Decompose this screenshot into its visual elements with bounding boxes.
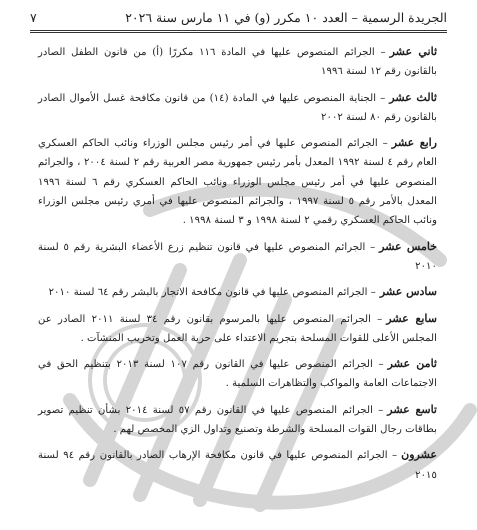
clause-text: – الجرائم المنصوص عليها بالمرسوم بقانون رقم ٣٤ لسنة ٢٠١١ الصادر عن المجلس الأعلى للقوات المسلحة بتجريم الاعتداء على حرية العمل وتخريب المنشآت . xyxy=(38,313,437,344)
clause-12 xyxy=(38,42,437,82)
clause-13 xyxy=(38,88,437,128)
clause-14 xyxy=(38,133,437,230)
clause-text: – الجرائم المنصوص عليها في أمر رئيس مجلس الوزراء ونائب الحاكم العسكري العام رقم ٤ لسنة ١٩٩٢ المعدل بأمر رئيس جمهورية مصر العربية رقم ٢ لسنة ٢٠٠٤ ، والجرائم المنصوص عليها في أمر رئيس مجلس الوزراء ونائب الحاكم العسكري رقم ٦ لسنة ١٩٩٦ المعدل بالأمر رقم ٥ لسنة ١٩٩٧ ، والجرائم المنصوص عليها في أمري رئيس مجلس الوزراء ونائب الحاكم العسكري رقمي ٢ لسنة ١٩٩٨ و ٣ لسنة ١٩٩٨ . xyxy=(38,138,437,227)
clause-label: ثامن عشر xyxy=(387,357,437,371)
clause-text: – الجرائم المنصوص عليها في المادة ١١٦ مكررًا (أ) من قانون الطفل الصادر بالقانون رقم ١٢ لسنة ١٩٩٦ xyxy=(38,47,437,78)
clause-19 xyxy=(38,400,437,440)
clause-text: – الجرائم المنصوص عليها في قانون تنظيم زرع الأعضاء البشرية رقم ٥ لسنة ٢٠١٠ xyxy=(38,241,437,272)
clause-15 xyxy=(38,237,437,277)
document-body xyxy=(38,42,437,491)
clause-label: رابع عشر xyxy=(391,136,437,150)
page-number: ٧ xyxy=(30,9,37,25)
clause-label: خامس عشر xyxy=(379,239,437,253)
page-header xyxy=(30,6,447,28)
clause-label: تاسع عشر xyxy=(387,402,437,416)
clause-text: – الجرائم المنصوص عليها في القانون رقم ١٠٧ لسنة ٢٠١٣ بتنظيم الحق في الاجتماعات العامة والمواكب والتظاهرات السلمية . xyxy=(38,359,437,390)
clause-text: – الجناية المنصوص عليها في المادة (١٤) من قانون مكافحة غسل الأموال الصادر بالقانون رقم ٨٠ لسنة ٢٠٠٢ xyxy=(38,92,437,123)
clause-text: – الجرائم المنصوص عليها في القانون رقم ٥٧ لسنة ٢٠١٤ بشأن تنظيم تصوير بطاقات رجال القوات المسلحة والشرطة وتصنيع وتداول الزي المخصص لهم . xyxy=(38,404,437,436)
clause-17 xyxy=(38,309,437,349)
clause-label: عشرون xyxy=(401,448,437,462)
clause-20 xyxy=(38,445,437,485)
clause-text: – الجرائم المنصوص عليها في قانون مكافحة الاتجار بالبشر رقم ٦٤ لسنة ٢٠١٠ xyxy=(48,287,376,299)
header-title: الجريدة الرسمية – العدد ١٠ مكرر (و) في ١١ مارس سنة ٢٠٢٦ xyxy=(125,9,447,25)
clause-18 xyxy=(38,354,437,394)
clause-label: ثاني عشر xyxy=(389,45,438,58)
clause-label: سادس عشر xyxy=(379,285,437,299)
clause-label: سابع عشر xyxy=(386,311,437,325)
clause-text: – الجرائم المنصوص عليها في قانون مكافحة الإرهاب الصادر بالقانون رقم ٩٤ لسنة ٢٠١٥ xyxy=(38,450,437,481)
clause-16 xyxy=(38,282,437,302)
clause-label: ثالث عشر xyxy=(389,90,437,104)
header-rule-secondary xyxy=(30,32,447,33)
header-rule xyxy=(30,30,447,31)
